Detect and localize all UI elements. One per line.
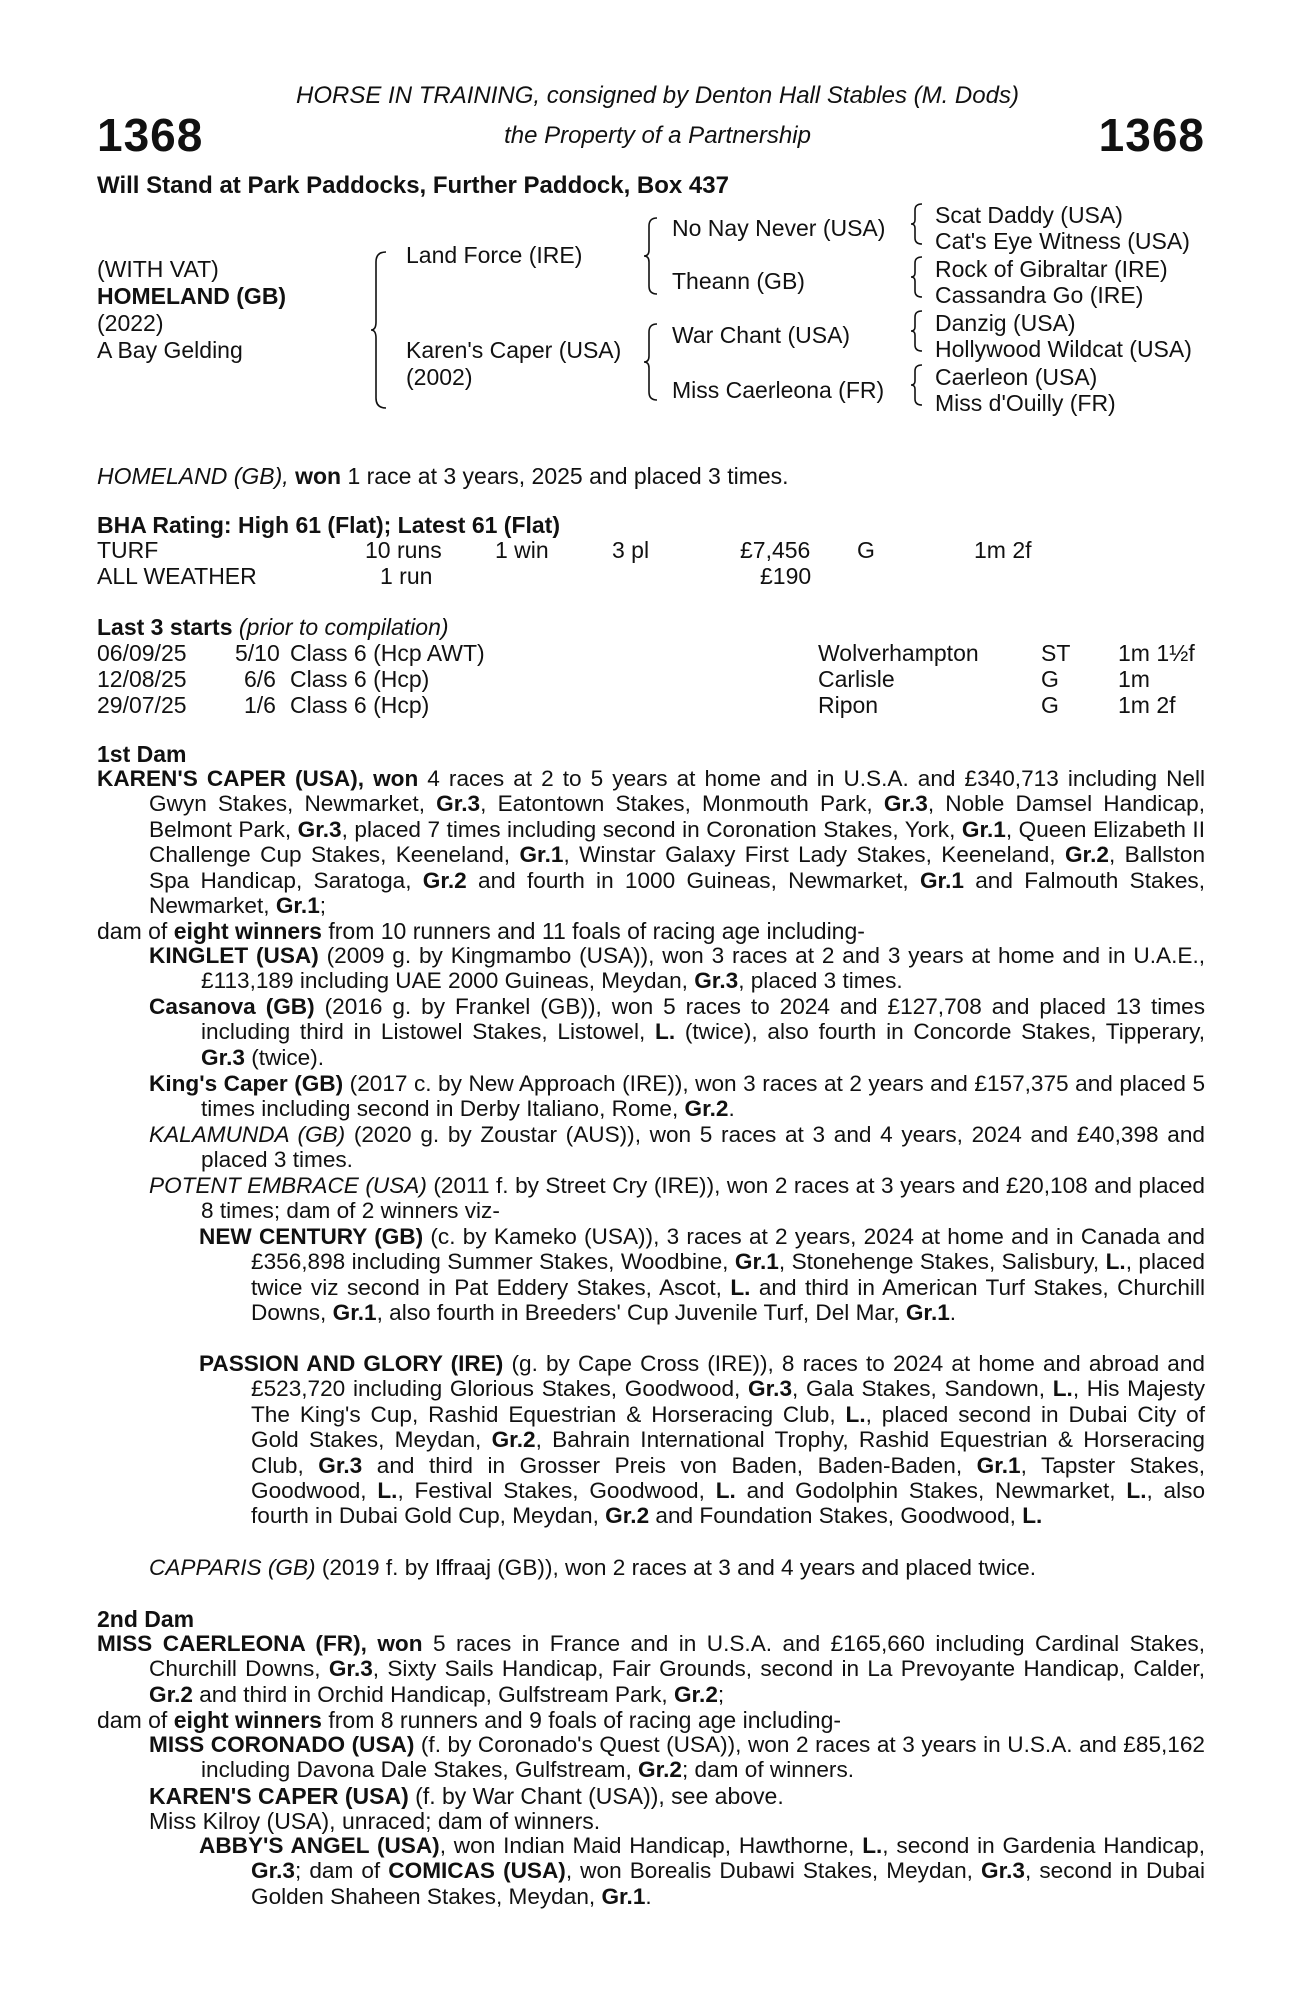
record-text: and fourth in 1000 Guineas, Newmarket, [466, 867, 920, 893]
grade: Gr.2 [684, 1096, 729, 1122]
record-text: and Falmouth Stakes, Newmarket, [149, 867, 1206, 919]
record-text: , Eatontown Stakes, Monmouth Park, [480, 791, 884, 817]
grade: L. [845, 1401, 866, 1427]
grandsire-7: Caerleon (USA) [935, 364, 1098, 390]
produce-kalamunda [149, 1122, 1205, 1173]
start-position: 5/10 [235, 640, 280, 666]
grade: Gr.3 [251, 1858, 295, 1884]
start-going: G [1041, 666, 1059, 692]
grade: Gr.3 [748, 1376, 793, 1402]
grade: Gr.2 [673, 1681, 718, 1707]
grade: Gr.1 [734, 1249, 779, 1275]
produce-text: . [949, 1300, 957, 1326]
produce-name: PASSION AND GLORY (IRE) [199, 1351, 504, 1376]
produce-text: , Gala Stakes, Sandown, [792, 1376, 1053, 1402]
pedigree-brace-g3 [910, 309, 924, 353]
start-course: Wolverhampton [818, 640, 979, 666]
start-distance: 1m [1118, 666, 1150, 692]
start-date: 06/09/25 [97, 640, 187, 666]
vat-note: (WITH VAT) [97, 256, 219, 282]
produce-text: , won Borealis Dubawi Stakes, Meydan, [565, 1858, 982, 1884]
grade: Gr.1 [275, 893, 320, 919]
grade: Gr.1 [905, 1300, 950, 1326]
granddam-4: Cassandra Go (IRE) [935, 282, 1144, 308]
grade: Gr.3 [981, 1858, 1025, 1884]
produce-text: and third in American Turf Stakes, Churchill Downs, [251, 1274, 1205, 1326]
produce-text: , Bahrain International Trophy, Rashid Equestrian & Horseracing Club, [251, 1427, 1205, 1478]
grade: L. [655, 1019, 676, 1045]
produce-name: CAPPARIS (GB) [149, 1555, 316, 1580]
last-starts-note: (prior to compilation) [238, 614, 449, 640]
record-text: , Winstar Galaxy First Lady Stakes, Keeneland, [563, 842, 1065, 868]
produce-text: (2009 g. by Kingmambo (USA)), won 3 races at 2 and 3 years at home and in U.A.E., £113,189 including UAE 2000 Guineas, Meydan, [201, 943, 1205, 994]
grade: L. [730, 1274, 751, 1300]
grade: Gr.1 [976, 1452, 1021, 1478]
granddam-2: Cat's Eye Witness (USA) [935, 228, 1190, 254]
start-race: Class 6 (Hcp) [290, 666, 430, 692]
rating-wins: 1 win [495, 537, 549, 563]
produce-capparis [149, 1555, 1205, 1580]
produce-name: ABBY'S ANGEL (USA) [199, 1833, 440, 1858]
pedigree-brace-g4 [910, 363, 924, 407]
record-text: , Noble Damsel Handicap, Belmont Park, [149, 791, 1205, 842]
second-dam-record [97, 1631, 1205, 1707]
grade: L. [1022, 1503, 1043, 1529]
produce-text: (2016 g. by Frankel (GB)), won 5 races to 2024 and £127,708 and placed 13 times including third in Listowel Stakes, Listowel, [201, 994, 1205, 1045]
grade: L. [1105, 1249, 1126, 1275]
produce-text: , His Majesty The King's Cup, Rashid Equestrian & Horseracing Club, [251, 1376, 1205, 1427]
start-course: Carlisle [818, 666, 895, 692]
race-summary [97, 463, 789, 489]
record-text: , Queen Elizabeth II Challenge Cup Stakes, Keeneland, [149, 816, 1205, 868]
last-starts-heading: Last 3 starts [97, 614, 233, 640]
produce-text: , placed 3 times. [738, 968, 903, 994]
produce-text: (twice). [244, 1044, 325, 1070]
grade: Gr.2 [605, 1503, 650, 1529]
grade: L. [1052, 1376, 1073, 1402]
granddam-6: Hollywood Wildcat (USA) [935, 336, 1192, 362]
rating-title: BHA Rating: High 61 (Flat); Latest 61 (Flat) [97, 512, 560, 538]
dam: Karen's Caper (USA) [406, 337, 622, 363]
start-date: 29/07/25 [97, 692, 187, 718]
produce-text: (2011 f. by Street Cry (IRE)), won 2 races at 3 years and £20,108 and placed 8 times; dam of 2 winners viz- [201, 1173, 1205, 1224]
grade: Gr.2 [491, 1427, 536, 1453]
produce-kings-caper [149, 1071, 1205, 1122]
produce-miss-kilroy: Miss Kilroy (USA), unraced; dam of winners. [149, 1808, 601, 1834]
produce-abbys-angel [199, 1833, 1205, 1909]
record-text: and third in Orchid Handicap, Gulfstream Park, [192, 1681, 674, 1707]
winners-count: eight winners [173, 1707, 322, 1733]
rating-surface: ALL WEATHER [97, 563, 257, 589]
record-text: , Sixty Sails Handicap, Fair Grounds, second in La Prevoyante Handicap, Calder, [372, 1656, 1205, 1682]
produce-text: , Tapster Stakes, Goodwood, [251, 1452, 1205, 1504]
grade: Gr.1 [961, 816, 1006, 842]
horse-year: (2022) [97, 310, 164, 336]
grade: Gr.1 [519, 842, 564, 868]
produce-name: Casanova (GB) [149, 994, 315, 1019]
granddam-8: Miss d'Ouilly (FR) [935, 390, 1116, 416]
second-dam-heading: 2nd Dam [97, 1606, 195, 1632]
start-position: 6/6 [244, 666, 276, 692]
pedigree-brace-dam [643, 322, 659, 402]
produce-text: (2019 f. by Iffraaj (GB)), won 2 races at 3 and 4 years and placed twice. [315, 1555, 1037, 1580]
stand-location: Will Stand at Park Paddocks, Further Paddock, Box 437 [97, 172, 729, 199]
produce-potent-embrace [149, 1173, 1205, 1224]
grandsire-1: Scat Daddy (USA) [935, 202, 1123, 228]
produce-name: MISS CORONADO (USA) [149, 1732, 415, 1757]
grade: Gr.3 [883, 791, 928, 817]
record-text: 5 races in France and in U.S.A. and £165,660 including Cardinal Stakes, Churchill Downs, [149, 1631, 1205, 1682]
produce-text: , placed second in Dubai City of Gold Stakes, Meydan, [251, 1401, 1206, 1453]
sire-dam: Theann (GB) [672, 268, 805, 294]
dam-year: (2002) [406, 364, 473, 390]
produce-text: , placed twice viz second in Pat Eddery Stakes, Ascot, [251, 1249, 1205, 1300]
grade: L. [862, 1833, 883, 1858]
start-race: Class 6 (Hcp AWT) [290, 640, 485, 666]
produce-kinglet [149, 943, 1205, 994]
start-race: Class 6 (Hcp) [290, 692, 430, 718]
produce-text: and Godolphin Stakes, Newmarket, [735, 1478, 1127, 1504]
grade: Gr.1 [919, 867, 964, 893]
produce-passion-and-glory [199, 1351, 1205, 1529]
produce-new-century [199, 1224, 1205, 1326]
record-text: ; [717, 1681, 725, 1707]
grade: Gr.3 [201, 1044, 245, 1070]
lot-number-left: 1368 [97, 109, 204, 161]
last-starts-title [97, 614, 449, 640]
sire: Land Force (IRE) [406, 242, 583, 268]
rating-distance: 1m 2f [974, 537, 1032, 563]
winners-count: eight winners [173, 918, 322, 944]
produce-text: , Stonehenge Stakes, Salisbury, [778, 1249, 1106, 1275]
grade: Gr.1 [601, 1883, 646, 1909]
produce-name: NEW CENTURY (GB) [199, 1224, 424, 1249]
start-position: 1/6 [244, 692, 276, 718]
start-course: Ripon [818, 692, 879, 718]
produce-name: COMICAS (USA) [388, 1858, 566, 1884]
lot-number-right: 1368 [1098, 109, 1205, 161]
rating-placed: 3 pl [612, 537, 650, 563]
produce-text: and third in Grosser Preis von Baden, Baden-Baden, [362, 1452, 977, 1478]
first-dam-record [97, 766, 1205, 918]
pedigree-brace-sire [643, 216, 659, 296]
rating-runs: 1 run [380, 563, 433, 589]
grade: Gr.3 [436, 791, 481, 817]
grade: Gr.3 [318, 1452, 363, 1478]
sire-sire: No Nay Never (USA) [672, 215, 886, 241]
record-text: , Ballston Spa Handicap, Saratoga, [149, 842, 1206, 893]
produce-text: (twice), also fourth in Concorde Stakes, Tipperary, [675, 1019, 1205, 1045]
consignment-line: HORSE IN TRAINING, consigned by Denton Hall Stables (M. Dods) [296, 82, 1019, 109]
grade: L. [715, 1478, 736, 1504]
first-dam-produce-line [97, 918, 865, 944]
produce-name: King's Caper (GB) [149, 1071, 344, 1096]
first-dam-heading: 1st Dam [97, 741, 187, 767]
start-distance: 1m 2f [1118, 692, 1176, 718]
grandsire-5: Danzig (USA) [935, 310, 1076, 336]
produce-name: POTENT EMBRACE (USA) [149, 1173, 427, 1198]
summary-won: won [295, 463, 342, 489]
rating-going: G [857, 537, 875, 563]
record-text: ; [319, 893, 327, 919]
produce-name: KALAMUNDA (GB) [149, 1122, 346, 1147]
produce-name: KINGLET (USA) [149, 943, 319, 968]
produce-text: ; dam of [294, 1858, 389, 1884]
pedigree-brace-g2 [910, 255, 924, 299]
pedigree-brace-g1 [910, 202, 924, 246]
start-distance: 1m 1½f [1118, 640, 1195, 666]
start-going: ST [1041, 640, 1071, 666]
produce-text: , won Indian Maid Handicap, Hawthorne, [439, 1833, 863, 1858]
produce-text: , second in Dubai Golden Shaheen Stakes, Meydan, [251, 1858, 1205, 1909]
produce-name: KAREN'S CAPER (USA) [149, 1783, 409, 1809]
produce-miss-coronado [149, 1732, 1205, 1783]
produce-text: (f. by War Chant (USA)), see above. [408, 1783, 784, 1809]
dam-dam: Miss Caerleona (FR) [672, 377, 885, 403]
rating-runs: 10 runs [365, 537, 442, 563]
produce-text: ; dam of winners. [682, 1757, 855, 1783]
produce-text: dam of [97, 918, 174, 944]
grade: Gr.3 [297, 816, 342, 842]
produce-casanova [149, 994, 1205, 1070]
grade: Gr.2 [638, 1757, 682, 1783]
grade: Gr.2 [1064, 842, 1109, 868]
grade: Gr.3 [328, 1656, 373, 1682]
summary-horse-name: HOMELAND (GB), [97, 463, 289, 489]
produce-text: from 8 runners and 9 foals of racing age including- [321, 1707, 842, 1733]
produce-text: , also fourth in Breeders' Cup Juvenile Turf, Del Mar, [376, 1300, 906, 1326]
produce-text: (f. by Coronado's Quest (USA)), won 2 races at 3 years in U.S.A. and £85,162 including Davona Dale Stakes, Gulfstream, [201, 1732, 1205, 1783]
grandsire-3: Rock of Gibraltar (IRE) [935, 256, 1168, 282]
produce-karens-caper [149, 1783, 784, 1809]
grade: Gr.3 [694, 968, 739, 994]
dam-name: MISS CAERLEONA (FR), won [97, 1631, 423, 1656]
pedigree-brace-main [370, 250, 388, 410]
rating-prize: £7,456 [740, 537, 811, 563]
produce-text: dam of [97, 1707, 174, 1733]
rating-prize: £190 [760, 563, 812, 589]
produce-text: , second in Gardenia Handicap, [882, 1833, 1206, 1858]
grade: Gr.1 [332, 1300, 377, 1326]
property-line: the Property of a Partnership [504, 122, 811, 149]
dam-sire: War Chant (USA) [672, 322, 851, 348]
produce-text: , also fourth in Dubai Gold Cup, Meydan, [251, 1478, 1206, 1529]
horse-name: HOMELAND (GB) [97, 283, 287, 309]
produce-text: (2020 g. by Zoustar (AUS)), won 5 races at 3 and 4 years, 2024 and £40,398 and placed 3 times. [201, 1122, 1205, 1173]
summary-text: 1 race at 3 years, 2025 and placed 3 times. [347, 463, 789, 489]
horse-description: A Bay Gelding [97, 337, 243, 363]
produce-text: from 10 runners and 11 foals of racing age including- [321, 918, 865, 944]
grade: L. [1126, 1478, 1147, 1504]
produce-text: (g. by Cape Cross (IRE)), 8 races to 2024 at home and abroad and £523,720 including Glorious Stakes, Goodwood, [251, 1351, 1205, 1402]
start-going: G [1041, 692, 1059, 718]
grade: L. [377, 1478, 398, 1504]
produce-text: (c. by Kameko (USA)), 3 races at 2 years, 2024 at home and in Canada and £356,898 including Summer Stakes, Woodbine, [251, 1224, 1205, 1275]
produce-text: and Foundation Stakes, Goodwood, [649, 1503, 1023, 1529]
produce-text: , Festival Stakes, Goodwood, [397, 1478, 716, 1504]
record-text: , placed 7 times including second in Coronation Stakes, York, [341, 816, 962, 842]
grade: Gr.2 [149, 1681, 193, 1707]
record-text: 4 races at 2 to 5 years at home and in U.S.A. and £340,713 including Nell Gwyn Stakes, Newmarket, [149, 766, 1205, 817]
start-date: 12/08/25 [97, 666, 187, 692]
grade: Gr.2 [422, 867, 467, 893]
produce-text: (2017 c. by New Approach (IRE)), won 3 races at 2 years and £157,375 and placed 5 times including second in Derby Italiano, Rome, [201, 1071, 1206, 1122]
rating-surface: TURF [97, 537, 159, 563]
second-dam-produce-line [97, 1707, 841, 1733]
dam-name: KAREN'S CAPER (USA), won [97, 766, 419, 791]
produce-text: . [645, 1883, 652, 1909]
produce-text: . [728, 1096, 735, 1122]
